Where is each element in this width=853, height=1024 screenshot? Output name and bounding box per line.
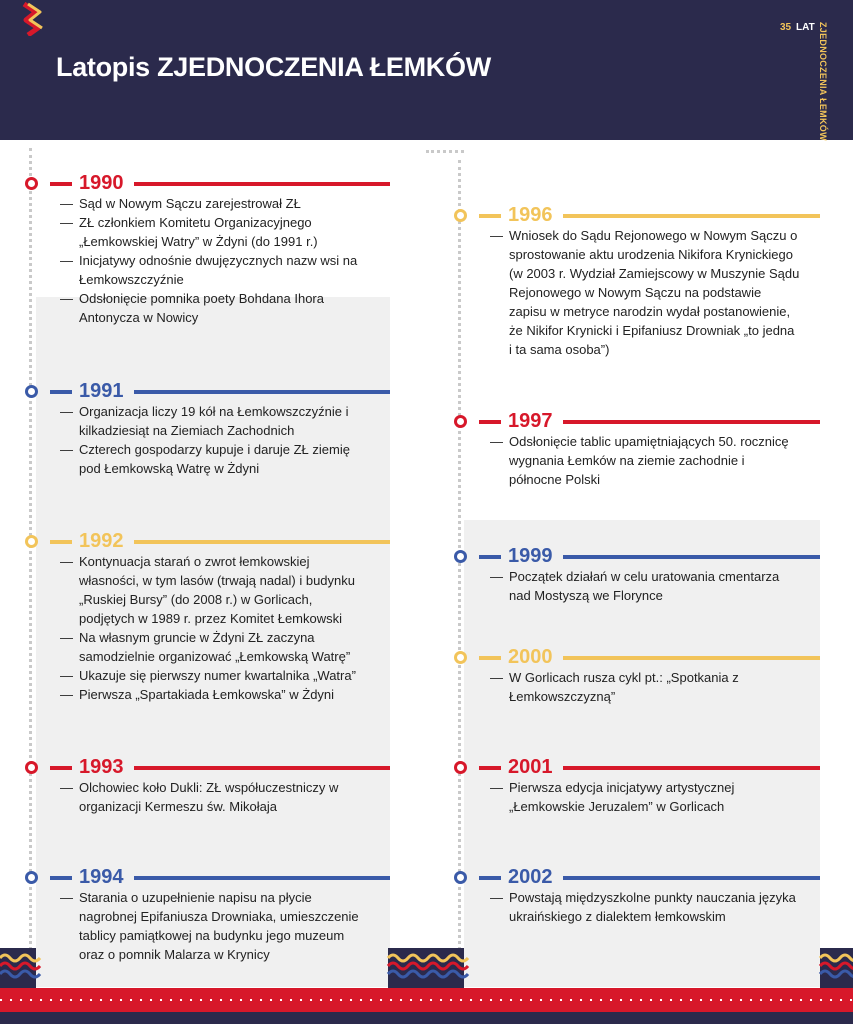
year-rule <box>563 555 820 559</box>
year-rule <box>563 656 820 660</box>
timeline-marker-icon <box>454 871 467 884</box>
event-list <box>490 432 800 489</box>
timeline-marker-icon <box>454 651 467 664</box>
event-list <box>490 778 800 816</box>
event-item: — Sąd w Nowym Sączu zarejestrował ZŁ <box>60 194 370 213</box>
year-label: 2000 <box>508 646 553 668</box>
year-label: 1997 <box>508 410 553 432</box>
event-item: — Starania o uzupełnienie napisu na płycie nagrobnej Epifaniusza Drowniaka, umieszczenie tablicy pamiątkowej na budynku jego muzeum oraz o pomnik Malarza w Krynicy <box>60 888 370 964</box>
timeline-marker-icon <box>454 550 467 563</box>
year-label: 1993 <box>79 756 124 778</box>
year-rule <box>50 390 72 394</box>
event-item: — Czterech gospodarzy kupuje i daruje ZŁ ziemię pod Łemkowską Watrę w Żdyni <box>60 440 370 478</box>
year-label: 2001 <box>508 756 553 778</box>
event-item: — Organizacja liczy 19 kół na Łemkowszczyźnie i kilkadziesiąt na Ziemiach Zachodnich <box>60 402 370 440</box>
year-rule <box>479 766 501 770</box>
header-banner <box>0 0 853 140</box>
year-rule <box>134 390 390 394</box>
year-rule <box>134 766 390 770</box>
timeline-marker-icon <box>25 761 38 774</box>
year-rule <box>50 766 72 770</box>
event-item: — Początek działań w celu uratowania cmentarza nad Mostyszą we Florynce <box>490 567 800 605</box>
timeline-marker-icon <box>25 177 38 190</box>
event-item: — Inicjatywy odnośnie dwujęzycznych nazw wsi na Łemkowszczyźnie <box>60 251 370 289</box>
event-list <box>490 226 800 359</box>
year-rule <box>134 876 390 880</box>
timeline-marker-icon <box>25 871 38 884</box>
event-list <box>490 567 800 605</box>
event-item: — Wniosek do Sądu Rejonowego w Nowym Sączu o sprostowanie aktu urodzenia Nikifora Krynickiego (w 2003 r. Wydział Zamiejscowy w Muszynie Sądu Rejonowego w Nowym Sączu na podstawie zapisu w metryce narodzin wydał postanowienie, że Nikifor Krynicki i Epifaniusz Drowniak „to jedna i ta sama osoba”) <box>490 226 800 359</box>
event-item: — W Gorlicach rusza cykl pt.: „Spotkania z Łemkowszczyzną” <box>490 668 800 706</box>
year-rule <box>50 876 72 880</box>
event-item: — Kontynuacja starań o zwrot łemkowskiej własności, w tym lasów (trwają nadal) i budynku „Ruskiej Bursy” (do 2008 r.) w Gorlicach, podjętych w 1989 r. przez Komitet Łemkowski <box>60 552 370 628</box>
year-rule <box>563 876 820 880</box>
event-item: — Na własnym gruncie w Żdyni ZŁ zaczyna samodzielnie organizować „Łemkowską Watrę” <box>60 628 370 666</box>
page-title: Latopis ZJEDNOCZENIA ŁEMKÓW <box>56 52 491 82</box>
timeline-marker-icon <box>454 209 467 222</box>
event-item: — ZŁ członkiem Komitetu Organizacyjnego „Łemkowskiej Watry” w Żdyni (do 1991 r.) <box>60 213 370 251</box>
year-rule <box>50 182 72 186</box>
event-item: — Olchowiec koło Dukli: ZŁ współuczestniczy w organizacji Kermeszu św. Mikołaja <box>60 778 370 816</box>
top-dot-divider <box>426 150 464 153</box>
event-item: — Pierwsza „Spartakiada Łemkowska” w Żdyni <box>60 685 370 704</box>
left-timeline-line <box>29 148 32 956</box>
event-item: — Odsłonięcie tablic upamiętniających 50. rocznicę wygnania Łemków na ziemie zachodnie i północne Polski <box>490 432 800 489</box>
event-item: — Odsłonięcie pomnika poety Bohdana Ihora Antonycza w Nowicy <box>60 289 370 327</box>
year-label: 2002 <box>508 866 553 888</box>
folk-pattern-footer <box>0 940 853 1024</box>
year-label: 1996 <box>508 204 553 226</box>
year-rule <box>50 540 72 544</box>
year-rule <box>479 555 501 559</box>
event-list <box>490 888 800 926</box>
event-list <box>490 668 800 706</box>
year-label: 1999 <box>508 545 553 567</box>
event-item: — Pierwsza edycja inicjatywy artystycznej „Łemkowskie Jeruzalem” w Gorlicach <box>490 778 800 816</box>
year-label: 1990 <box>79 172 124 194</box>
year-label: 1994 <box>79 866 124 888</box>
event-list <box>60 552 370 704</box>
folk-wave-pattern <box>0 940 853 1024</box>
year-rule <box>479 656 501 660</box>
event-list <box>60 778 370 816</box>
event-item: — Powstają międzyszkolne punkty nauczania języka ukraińskiego z dialektem łemkowskim <box>490 888 800 926</box>
timeline-marker-icon <box>25 385 38 398</box>
year-rule <box>563 214 820 218</box>
year-rule <box>134 540 390 544</box>
vertical-org-name: ZJEDNOCZENIA ŁEMKÓW <box>818 22 828 141</box>
logo-icon <box>20 2 44 36</box>
anniversary-number: 35 <box>780 22 792 33</box>
timeline-marker-icon <box>454 415 467 428</box>
year-rule <box>479 876 501 880</box>
edition-label <box>780 22 832 141</box>
year-rule <box>563 766 820 770</box>
timeline-marker-icon <box>454 761 467 774</box>
anniversary-label: LAT <box>796 22 815 33</box>
event-list <box>60 402 370 478</box>
year-rule <box>134 182 390 186</box>
year-rule <box>479 420 501 424</box>
year-rule <box>479 214 501 218</box>
event-list <box>60 194 370 327</box>
year-label: 1991 <box>79 380 124 402</box>
year-rule <box>563 420 820 424</box>
timeline-marker-icon <box>25 535 38 548</box>
event-item: — Ukazuje się pierwszy numer kwartalnika „Watra” <box>60 666 370 685</box>
year-label: 1992 <box>79 530 124 552</box>
